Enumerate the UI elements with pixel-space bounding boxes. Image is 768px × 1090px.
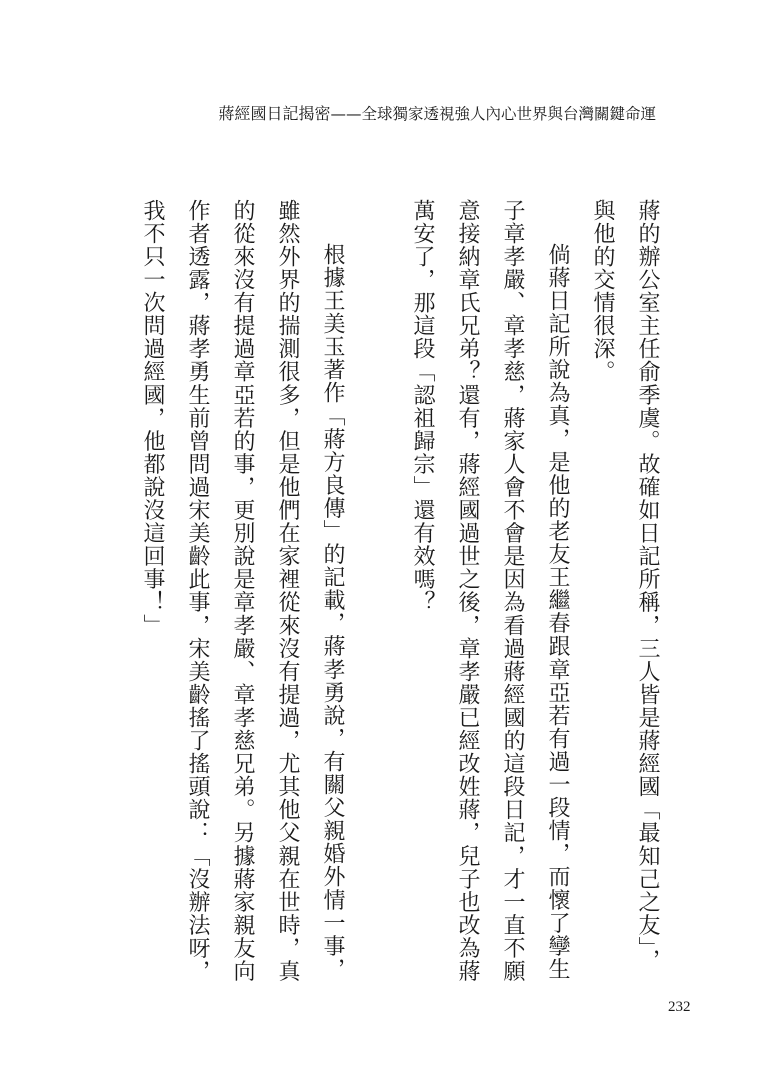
running-header xyxy=(218,101,656,124)
vertical-body-text xyxy=(85,199,670,989)
paragraph-biography: 根據王美玉著作「蔣方良傳」的記載，蔣孝勇說，有關父親婚外情一事，雖然外界的揣測很多，但是他們在家裡從來沒有提過，尤其他父親在世時，真的從來沒有提過章亞若的事，更別說是章孝嚴、章孝慈兄弟。另據蔣家親友向作者透露，蔣孝勇生前曾問過宋美齡此事，宋美齡搖了搖頭說：「沒辦法呀，我不只一次問過經國，他都說沒這回事！」 xyxy=(140,199,345,983)
book-title: 蔣經國日記揭密 xyxy=(218,104,331,123)
page-number: 232 xyxy=(668,999,691,1015)
title-dash: —— xyxy=(330,105,362,123)
paragraph-continued: 蔣的辦公室主任俞季虞。故確如日記所稱，三人皆是蔣經國「最知己之友」，與他的交情很深。 xyxy=(590,199,660,972)
book-subtitle: 全球獨家透視強人內心世界與台灣關鍵命運 xyxy=(361,105,656,123)
paragraph-speculation: 倘蔣日記所說為真，是他的老友王繼春跟章亞若有過一段情，而懷了孿生子章孝嚴、章孝慈，蔣家人會不會是因為看過蔣經國的這段日記，才一直不願意接納章氏兄弟？還有，蔣經國過世之後，章孝嚴已經改姓蔣，兒子也改為蔣萬安了，那這段「認祖歸宗」還有效嗎？ xyxy=(410,199,570,983)
